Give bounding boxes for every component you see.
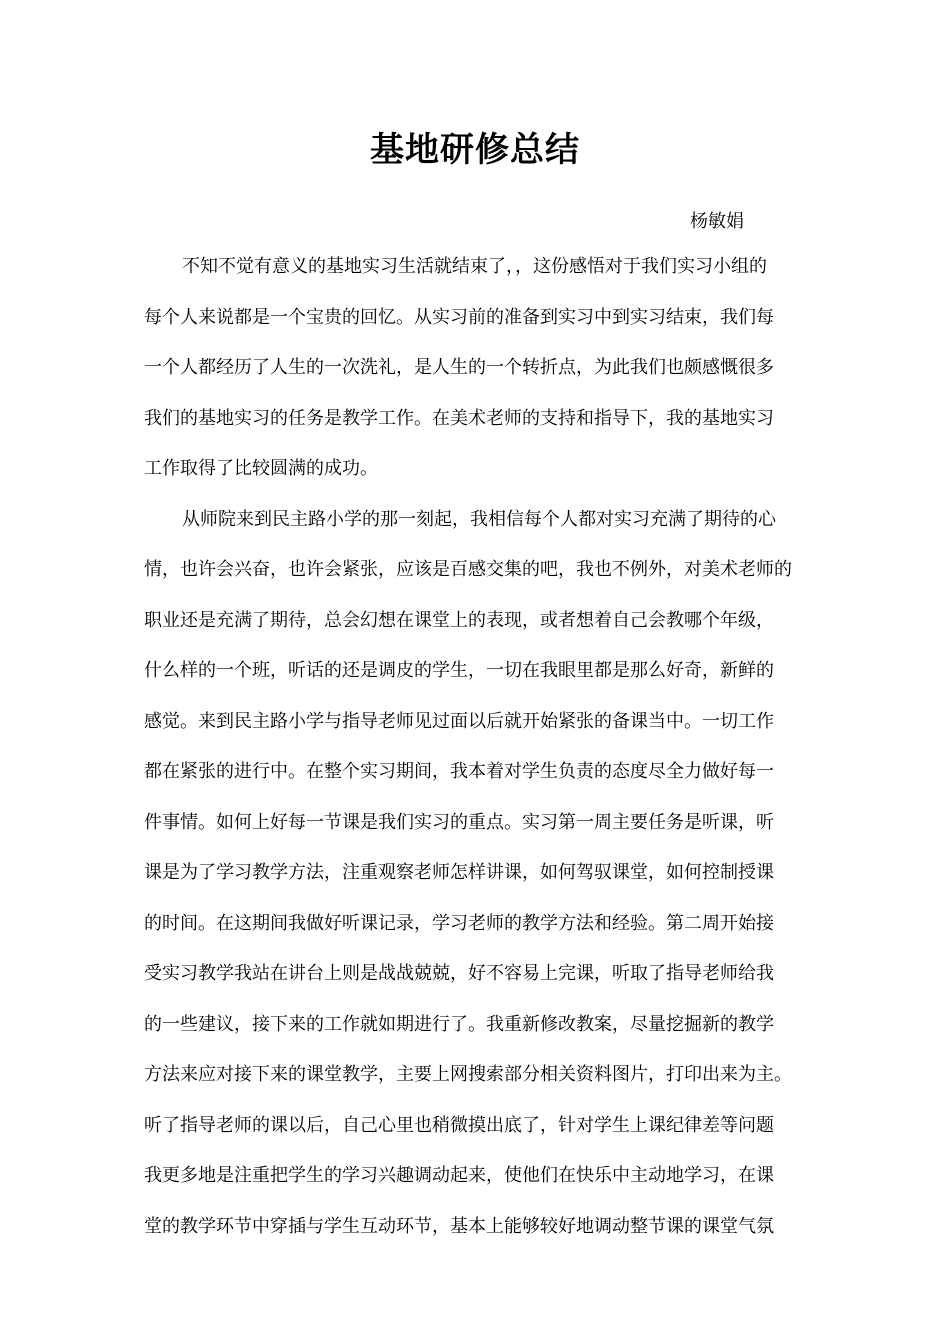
paragraph-line: 的一些建议，接下来的工作就如期进行了。我重新修改教案，尽量挖掘新的教学: [144, 1013, 774, 1035]
paragraph-line: 都在紧张的进行中。在整个实习期间，我本着对学生负责的态度尽全力做好每一: [144, 761, 774, 782]
paragraph-line: 不知不觉有意义的基地实习生活就结束了，，这份感悟对于我们实习小组的: [182, 256, 767, 277]
paragraph-line: 方法来应对接下来的课堂教学，主要上网搜索部分相关资料图片，打印出来为主。: [144, 1064, 792, 1085]
paragraph-line: 听了指导老师的课以后，自己心里也稍微摸出底了，针对学生上课纪律差等问题: [144, 1114, 774, 1136]
paragraph-line: 情，也许会兴奋，也许会紧张，应该是百感交集的吧，我也不例外，对美术老师的: [144, 559, 792, 580]
document-author: 杨敏娟: [690, 211, 744, 232]
paragraph-line: 的时间。在这期间我做好听课记录，学习老师的教学方法和经验。第二周开始接: [144, 912, 774, 934]
document-title: 基地研修总结: [370, 130, 580, 170]
paragraph-line: 我更多地是注重把学生的学习兴趣调动起来，使他们在快乐中主动地学习，在课: [144, 1165, 774, 1186]
paragraph-line: 一个人都经历了人生的一次洗礼，是人生的一个转折点，为此我们也颇感慨很多: [144, 357, 774, 378]
paragraph-line: 每个人来说都是一个宝贵的回忆。从实习前的准备到实习中到实习结束，我们每: [144, 306, 774, 328]
paragraph-line: 感觉。来到民主路小学与指导老师见过面以后就开始紧张的备课当中。一切工作: [144, 710, 774, 732]
paragraph-line: 受实习教学我站在讲台上则是战战兢兢，好不容易上完课，听取了指导老师给我: [144, 963, 774, 984]
paragraph-line: 课是为了学习教学方法，注重观察老师怎样讲课，如何驾驭课堂，如何控制授课: [144, 862, 774, 883]
paragraph-line: 我们的基地实习的任务是教学工作。在美术老师的支持和指导下，我的基地实习: [144, 407, 774, 429]
paragraph-line: 堂的教学环节中穿插与学生互动环节，基本上能够较好地调动整节课的课堂气氛: [144, 1215, 774, 1237]
paragraph-line: 什么样的一个班，听话的还是调皮的学生，一切在我眼里都是那么好奇，新鲜的: [144, 660, 774, 681]
paragraph-line: 从师院来到民主路小学的那一刻起，我相信每个人都对实习充满了期待的心: [182, 508, 776, 530]
paragraph-line: 职业还是充满了期待，总会幻想在课堂上的表现，或者想着自己会教哪个年级，: [144, 609, 774, 631]
paragraph-line: 工作取得了比较圆满的成功。: [144, 458, 378, 479]
document-body: [144, 251, 844, 1261]
paragraph-line: 件事情。如何上好每一节课是我们实习的重点。实习第一周主要任务是听课，听: [144, 811, 774, 833]
